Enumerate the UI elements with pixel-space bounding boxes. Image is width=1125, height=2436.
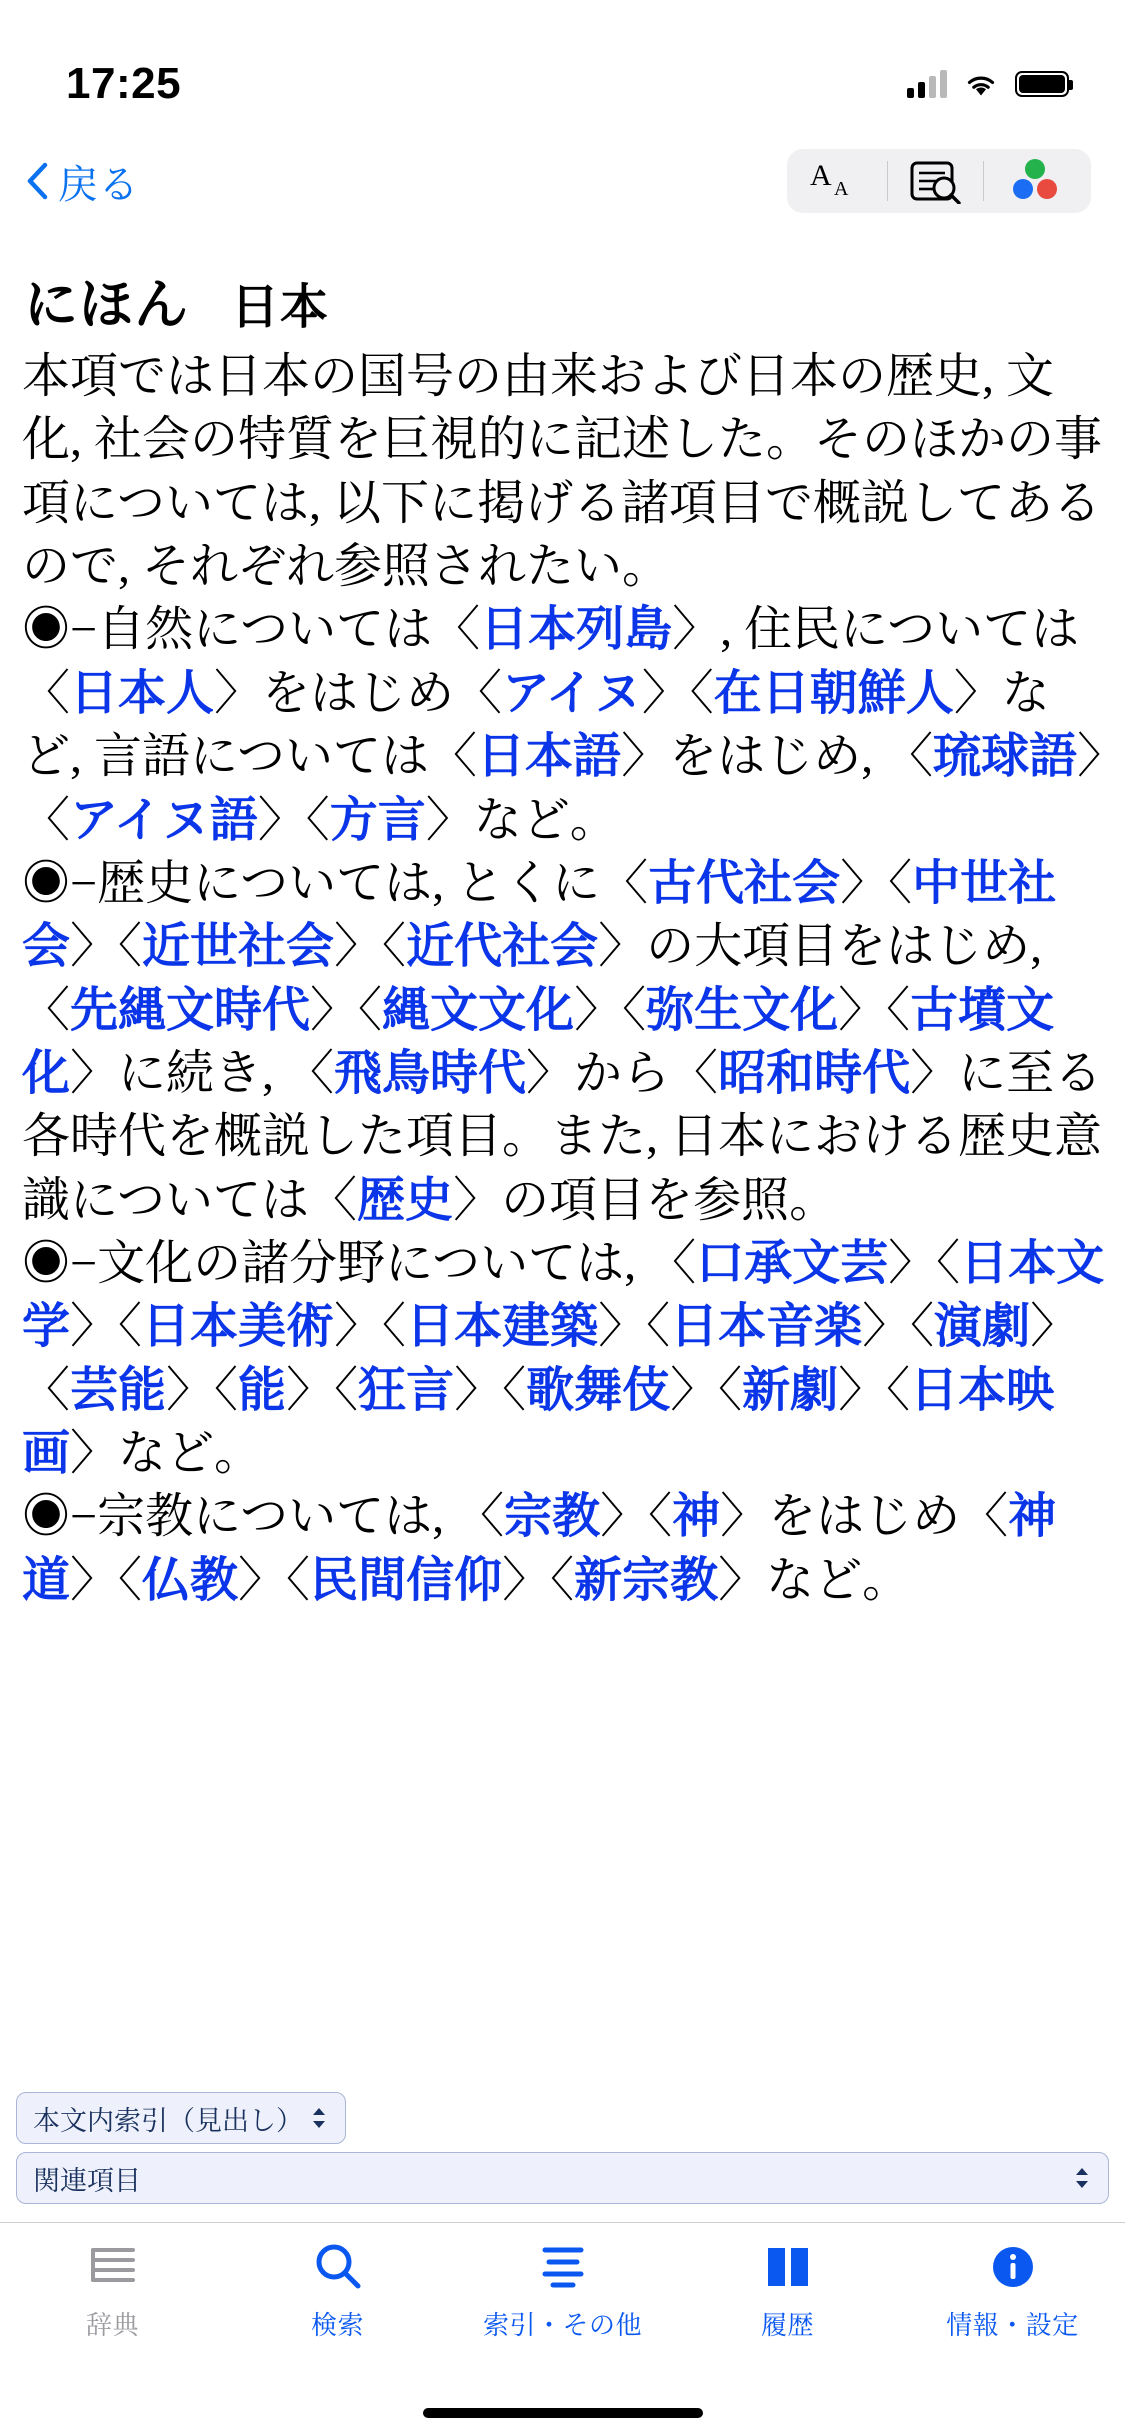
entry-link[interactable]: 歌舞伎 <box>526 1363 671 1417</box>
entry-link[interactable]: 日本文学 <box>22 1237 1105 1354</box>
entry-link[interactable]: 昭和時代 <box>718 1046 911 1100</box>
headword-kana: にほん <box>24 275 189 335</box>
paragraph: ◉−自然については〈日本列島〉, 住民については〈日本人〉をはじめ〈アイヌ〉〈在日朝鮮人〉など, 言語については〈日本語〉をはじめ, 〈琉球語〉〈アイヌ語〉〈方言〉など。 <box>22 603 1102 847</box>
entry-link[interactable]: 仏教 <box>142 1553 239 1607</box>
entry-link[interactable]: 古墳文化 <box>22 983 1055 1100</box>
in-text-index-label: 本文内索引（見出し） <box>33 2105 303 2136</box>
font-size-icon <box>808 159 870 203</box>
tab-search-label: 検索 <box>310 2310 364 2340</box>
tab-info-settings-label: 情報・設定 <box>946 2310 1079 2340</box>
entry-link[interactable]: 能 <box>238 1363 287 1417</box>
page-title <box>24 262 1107 339</box>
entry-link[interactable]: 中世社会 <box>22 856 1057 974</box>
entry-link[interactable]: 縄文文化 <box>382 983 575 1037</box>
entry-link[interactable]: 神 <box>672 1490 721 1544</box>
entry-body <box>22 345 1107 1612</box>
paragraph: ◉−文化の諸分野については, 〈口承文芸〉〈日本文学〉〈日本美術〉〈日本建築〉〈日本音楽〉〈演劇〉〈芸能〉〈能〉〈狂言〉〈歌舞伎〉〈新劇〉〈日本映画〉など。 <box>22 1237 1105 1481</box>
entry-link[interactable]: 飛鳥時代 <box>334 1046 527 1100</box>
svg-text:A: A <box>810 159 832 192</box>
entry-link[interactable]: 近世社会 <box>142 920 335 974</box>
chevron-left-icon <box>26 162 48 200</box>
nav-tool-group <box>787 149 1091 213</box>
entry-link[interactable]: 在日朝鮮人 <box>713 666 954 720</box>
entry-link[interactable]: 日本人 <box>70 666 215 720</box>
entry-link[interactable]: 芸能 <box>70 1363 167 1417</box>
paragraph: ◉−宗教については, 〈宗教〉〈神〉をはじめ〈神道〉〈仏教〉〈民間信仰〉〈新宗教〉など。 <box>22 1490 1057 1607</box>
entry-link[interactable]: アイヌ語 <box>70 793 258 847</box>
cellular-signal-icon <box>907 70 947 98</box>
more-options-icon <box>1007 156 1063 206</box>
tab-history[interactable] <box>675 2237 900 2342</box>
svg-text:A: A <box>834 178 849 200</box>
entry-link[interactable]: 方言 <box>329 793 426 847</box>
entry-link[interactable]: 狂言 <box>358 1363 455 1417</box>
entry-link[interactable]: 弥生文化 <box>646 983 839 1037</box>
home-indicator[interactable] <box>0 2390 1125 2436</box>
more-options-button[interactable] <box>983 149 1087 213</box>
wifi-icon <box>963 70 999 98</box>
picker-group <box>0 2088 1125 2222</box>
info-circle-icon <box>985 2237 1041 2297</box>
entry-link[interactable]: 民間信仰 <box>310 1553 503 1607</box>
navigation-bar <box>0 132 1125 230</box>
related-items-label: 関連項目 <box>33 2165 141 2196</box>
list-icon <box>535 2237 591 2297</box>
entry-link[interactable]: 琉球語 <box>933 730 1078 784</box>
entry-link[interactable]: 新宗教 <box>574 1553 719 1607</box>
entry-link[interactable]: 歴史 <box>357 1173 454 1227</box>
entry-link[interactable]: 日本建築 <box>406 1300 599 1354</box>
tab-dictionary-label: 辞典 <box>85 2310 139 2340</box>
entry-content[interactable] <box>0 230 1125 2088</box>
paragraph: 本項では日本の国号の由来および日本の歴史, 文化, 社会の特質を巨視的に記述した。そのほかの事項については, 以下に掲げる諸項目で概説してあるので, それぞれ参照されたい。 <box>22 350 1103 594</box>
status-time: 17:25 <box>66 59 182 108</box>
tab-index-other-label: 索引・その他 <box>482 2310 642 2340</box>
back-label: 戻る <box>58 162 139 207</box>
tab-history-label: 履歴 <box>760 2310 814 2340</box>
paragraph: ◉−歴史については, とくに〈古代社会〉〈中世社会〉〈近世社会〉〈近代社会〉の大項目をはじめ, 〈先縄文時代〉〈縄文文化〉〈弥生文化〉〈古墳文化〉に続き, 〈飛鳥時代〉から〈昭和時代〉に至る各時代を概説した項目。また, 日本における歴史意識については〈歴史〉の項目を参照。 <box>22 856 1103 1227</box>
battery-full-icon <box>1015 71 1069 97</box>
entry-link[interactable]: 演劇 <box>934 1300 1031 1354</box>
headword-kanji: 日本 <box>231 281 330 334</box>
search-in-page-button[interactable] <box>887 149 983 213</box>
entry-link[interactable]: 神道 <box>22 1490 1057 1607</box>
entry-link[interactable]: 古代社会 <box>648 856 841 910</box>
open-book-icon <box>760 2237 816 2297</box>
entry-link[interactable]: 日本列島 <box>480 603 673 657</box>
entry-link[interactable]: 先縄文時代 <box>70 983 311 1037</box>
tab-info-settings[interactable] <box>900 2237 1125 2342</box>
in-text-index-picker[interactable] <box>16 2092 346 2144</box>
entry-link[interactable]: 宗教 <box>504 1490 601 1544</box>
books-icon <box>85 2237 141 2297</box>
entry-link[interactable]: 日本音楽 <box>670 1300 863 1354</box>
chevron-updown-icon <box>309 2104 329 2132</box>
tab-bar <box>0 2222 1125 2390</box>
font-size-button[interactable] <box>791 149 887 213</box>
magnifier-icon <box>310 2237 366 2297</box>
entry-link[interactable]: 口承文芸 <box>696 1237 889 1291</box>
tab-search[interactable] <box>225 2237 450 2342</box>
related-items-picker[interactable] <box>16 2152 1109 2204</box>
status-bar <box>0 0 1125 132</box>
entry-link[interactable]: アイヌ <box>502 666 642 720</box>
entry-link[interactable]: 新劇 <box>742 1363 839 1417</box>
back-button[interactable] <box>26 153 139 210</box>
entry-link[interactable]: 日本美術 <box>142 1300 335 1354</box>
status-indicators <box>907 70 1069 98</box>
entry-link[interactable]: 日本語 <box>477 730 622 784</box>
tab-index-other[interactable] <box>450 2237 675 2342</box>
chevron-updown-icon <box>1072 2164 1092 2192</box>
entry-link[interactable]: 日本映画 <box>22 1363 1055 1481</box>
tab-dictionary[interactable] <box>0 2237 225 2342</box>
entry-link[interactable]: 近代社会 <box>406 920 599 974</box>
search-in-page-icon <box>909 158 961 204</box>
